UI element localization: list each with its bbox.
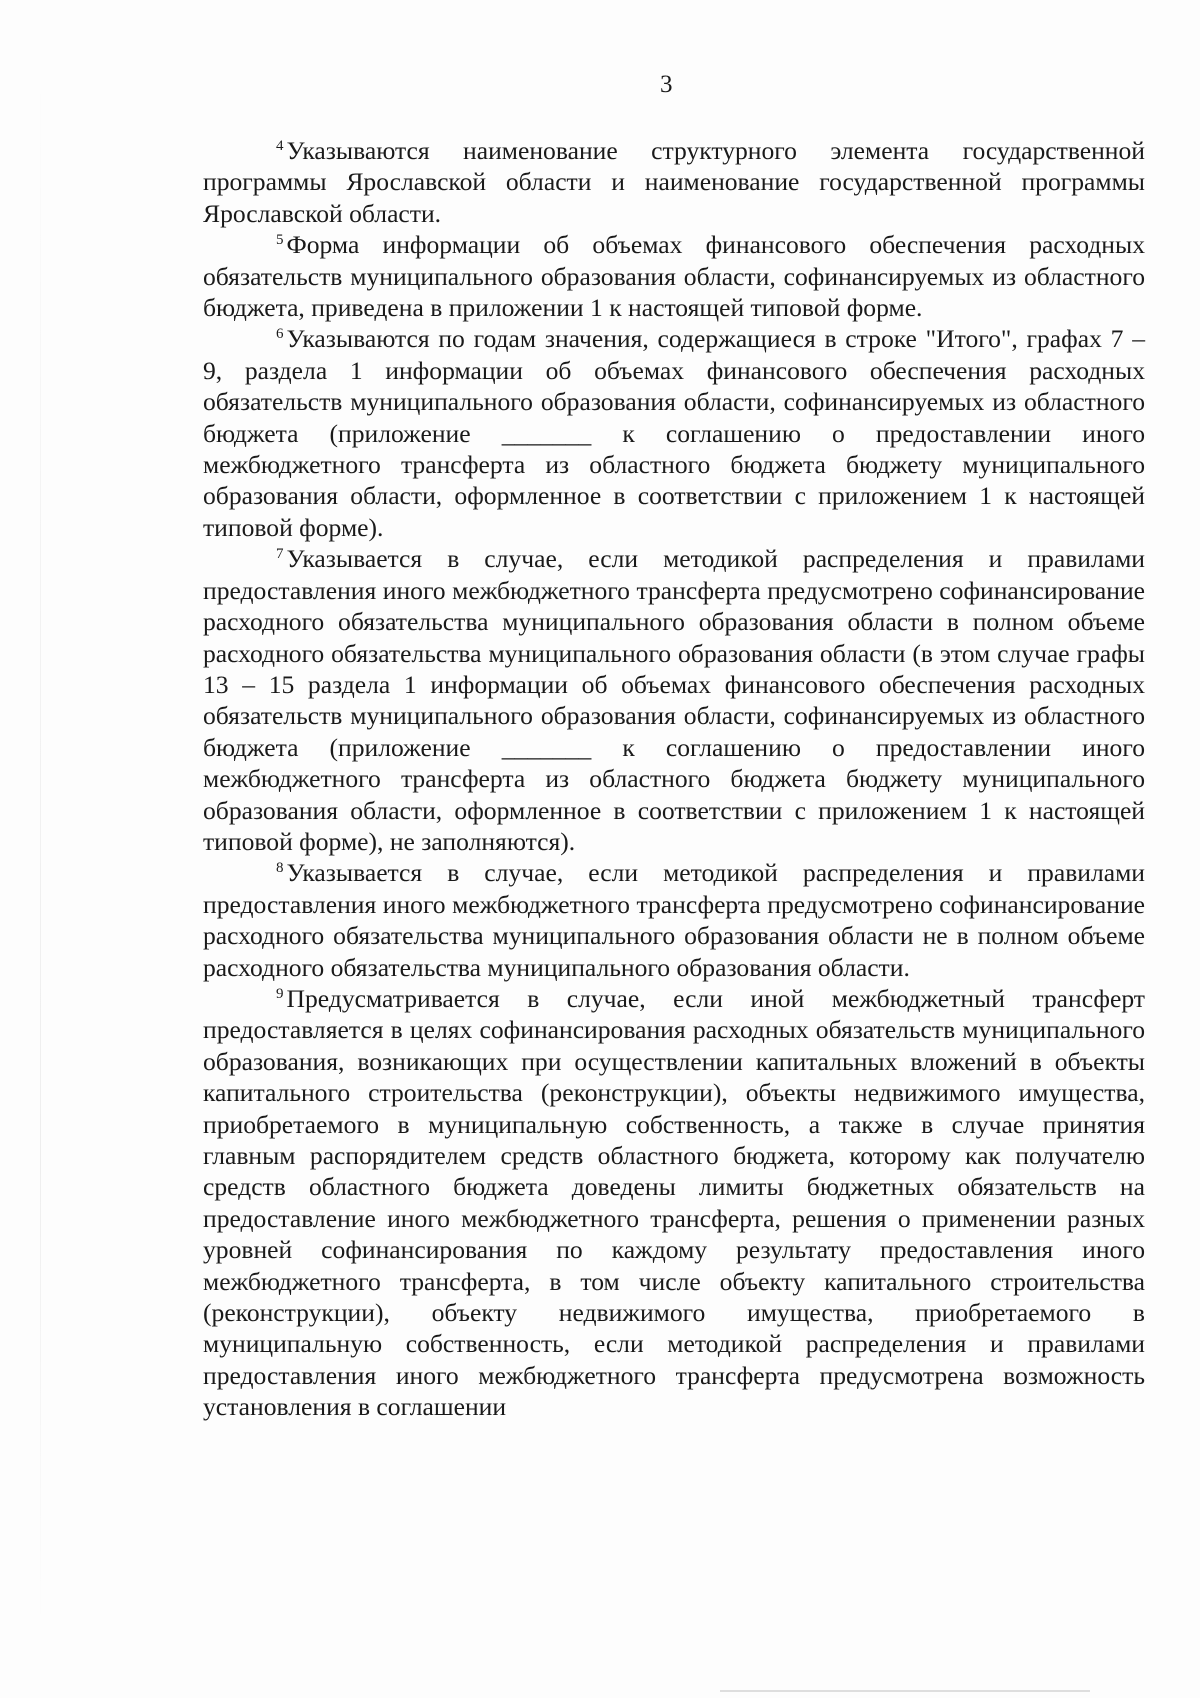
page-number: 3 xyxy=(660,71,673,98)
footnote-text: Указываются по годам значения, содержащиеся в строке "Итого", графах 7 – 9, раздела 1 информации об объемах финансового обеспечения расходных обязательств муниципального образования области, софинансируемых из областного бюджета (приложение _______ к соглашению о предоставлении иного межбюджетного трансферта из областного бюджета бюджету муниципального образования области, оформленное в соответствии с приложением 1 к настоящей типовой форме). xyxy=(203,324,1145,542)
footnote-5 xyxy=(203,229,1145,323)
footnote-text: Форма информации об объемах финансового обеспечения расходных обязательств муниципального образования области, софинансируемых из областного бюджета, приведена в приложении 1 к настоящей типовой форме. xyxy=(203,230,1145,323)
footnotes-block xyxy=(203,135,1145,1423)
footnote-8 xyxy=(203,857,1145,983)
footnote-mark: 6 xyxy=(276,326,284,343)
footnote-mark: 8 xyxy=(276,860,284,877)
footnote-mark: 4 xyxy=(276,138,284,154)
scan-bottom-mark xyxy=(720,1690,1090,1692)
footnote-text: Указываются наименование структурного элемента государственной программы Ярославской области и наименование государственной программы Ярославской области. xyxy=(203,136,1145,228)
footnote-mark: 5 xyxy=(276,232,284,249)
footnote-6 xyxy=(203,323,1145,543)
footnote-7 xyxy=(203,543,1145,857)
footnote-9 xyxy=(203,983,1145,1423)
footnote-mark: 7 xyxy=(276,546,284,563)
footnote-mark: 9 xyxy=(276,985,284,1002)
footnote-text: Указывается в случае, если методикой распределения и правилами предоставления иного межбюджетного трансферта предусмотрено софинансирование расходного обязательства муниципального образования области в полном объеме расходного обязательства муниципального образования области (в этом случае графы 13 – 15 раздела 1 информации об объемах финансового обеспечения расходных обязательств муниципального образования области, софинансируемых из областного бюджета (приложение _______ к соглашению о предоставлении иного межбюджетного трансферта из областного бюджета бюджету муниципального образования области, оформленное в соответствии с приложением 1 к настоящей типовой форме), не заполняются). xyxy=(203,544,1145,856)
footnote-text: Указывается в случае, если методикой распределения и правилами предоставления иного межбюджетного трансферта предусмотрено софинансирование расходного обязательства муниципального образования области не в полном объеме расходного обязательства муниципального образования области. xyxy=(203,858,1145,982)
footnote-text: Предусматривается в случае, если иной межбюджетный трансферт предоставляется в целях софинансирования расходных обязательств муниципального образования, возникающих при осуществлении капитальных вложений в объекты капитального строительства (реконструкции), объекты недвижимого имущества, приобретаемого в муниципальную собственность, а также в случае принятия главным распорядителем средств областного бюджета, которому как получателю средств областного бюджета доведены лимиты бюджетных обязательств на предоставление иного межбюджетного трансферта, решения о применении разных уровней софинансирования по каждому результату предоставления иного межбюджетного трансферта, в том числе объекту капитального строительства (реконструкции), объекту недвижимого имущества, приобретаемого в муниципальную собственность, если методикой распределения и правилами предоставления иного межбюджетного трансферта предусмотрена возможность установления в соглашении xyxy=(203,983,1145,1422)
footnote-4 xyxy=(203,135,1145,229)
scan-edge-mark xyxy=(40,70,41,1630)
